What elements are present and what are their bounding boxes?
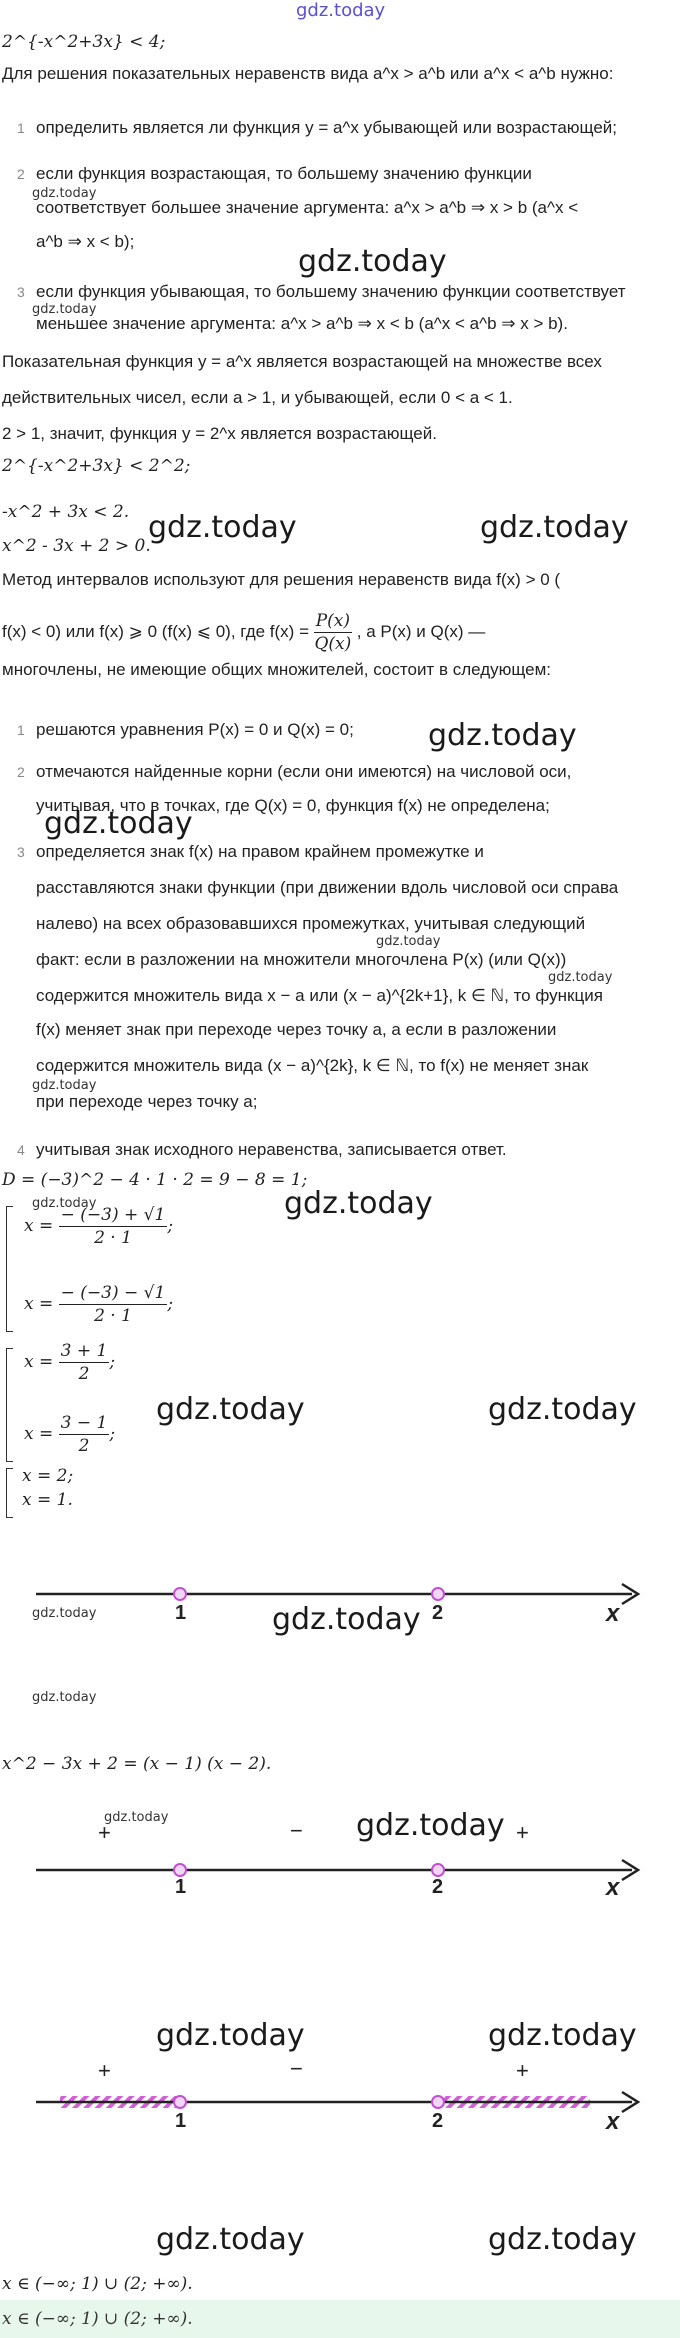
sign-plus-left: + <box>98 2058 111 2083</box>
watermark: gdz.today <box>480 510 629 545</box>
fraction-denominator: 2 <box>78 1436 90 1456</box>
point-open <box>174 2096 186 2108</box>
method-text <box>2 610 485 655</box>
rule-number: 2 <box>17 166 25 182</box>
watermark: gdz.today <box>356 1808 505 1843</box>
axis-label-1: 1 <box>175 1602 187 1624</box>
watermark: gdz.today <box>156 2222 305 2257</box>
x-equals: x = <box>24 1216 54 1236</box>
fraction-numerator: − (−3) + √1 <box>60 1205 166 1225</box>
math-step: 2^{-x^2+3x} < 2^2; <box>2 456 191 476</box>
watermark: gdz.today <box>488 2018 637 2053</box>
sign-plus-right: + <box>516 2058 529 2083</box>
fact-text: 2 > 1, значит, функция y = 2^x является возрастающей. <box>2 424 437 443</box>
method-text: многочлены, не имеющие общих множителей, состоит в следующем: <box>2 660 552 679</box>
axis-variable: x <box>606 2108 620 2135</box>
site-logo[interactable]: gdz.today <box>296 0 386 21</box>
answer-box <box>0 2300 680 2338</box>
watermark: gdz.today <box>148 510 297 545</box>
point-open <box>432 2096 444 2108</box>
number-line-signs <box>0 1846 680 1906</box>
semicolon: ; <box>167 1294 174 1314</box>
root-value: x = 1. <box>22 1490 73 1510</box>
watermark-small: gdz.today <box>32 1606 97 1621</box>
math-step: -x^2 + 3x < 2. <box>2 502 130 522</box>
math-step: x^2 - 3x + 2 > 0. <box>2 536 151 556</box>
point-open <box>174 1864 186 1876</box>
fraction-numerator: P(x) <box>315 611 351 631</box>
watermark: gdz.today <box>284 1186 433 1221</box>
step-text: содержится множитель вида (x − a)^{2k}, k ∈ ℕ, то f(x) не меняет знак <box>36 1056 589 1075</box>
x-equals: x = <box>24 1352 54 1372</box>
watermark-small: gdz.today <box>548 970 613 985</box>
step-text: факт: если в разложении на множители многочлена P(x) (или Q(x)) <box>36 950 567 969</box>
step-number: 1 <box>17 722 25 738</box>
x-equals: x = <box>24 1424 54 1444</box>
rule-text: если функция убывающая, то большему значению функции соответствует <box>36 282 626 301</box>
axis-label-2: 2 <box>432 2110 444 2132</box>
system-brace <box>6 1206 13 1332</box>
answer-text: x ∈ (−∞; 1) ∪ (2; +∞). <box>2 2309 193 2329</box>
watermark: gdz.today <box>488 2222 637 2257</box>
answer-plain: x ∈ (−∞; 1) ∪ (2; +∞). <box>2 2274 193 2294</box>
step-text: f(x) меняет знак при переходе через точку a, а если в разложении <box>36 1020 557 1039</box>
step-text: при переходе через точку a; <box>36 1092 258 1111</box>
rule-number: 3 <box>17 284 25 300</box>
fact-text: Показательная функция y = a^x является возрастающей на множестве всех <box>2 352 602 371</box>
root-expression <box>24 1282 173 1327</box>
fraction <box>59 1340 110 1385</box>
watermark: gdz.today <box>298 244 447 279</box>
axis-label-1: 1 <box>175 1876 187 1898</box>
intro-text: Для решения показательных неравенств вида a^x > a^b или a^x < a^b нужно: <box>2 64 614 83</box>
watermark-small: gdz.today <box>104 1810 169 1825</box>
axis-label-1: 1 <box>175 2110 187 2132</box>
watermark: gdz.today <box>488 1392 637 1427</box>
axis-variable: x <box>606 1600 620 1627</box>
sign-plus-right: + <box>516 1820 529 1845</box>
watermark: gdz.today <box>428 718 577 753</box>
fraction-denominator: 2 · 1 <box>94 1306 132 1326</box>
rule-text: меньшее значение аргумента: a^x > a^b ⇒ x < b (a^x < a^b ⇒ x > b). <box>36 314 568 333</box>
sign-plus-left: + <box>98 1820 111 1845</box>
fraction-numerator: 3 + 1 <box>60 1341 108 1361</box>
step-text: отмечаются найденные корни (если они имеются) на числовой оси, <box>36 762 572 781</box>
x-equals: x = <box>24 1294 54 1314</box>
watermark: gdz.today <box>156 1392 305 1427</box>
system-brace <box>6 1468 13 1518</box>
watermark-small: gdz.today <box>32 302 97 317</box>
step-number: 3 <box>17 844 25 860</box>
fraction-denominator: 2 · 1 <box>94 1228 132 1248</box>
point-open <box>432 1588 444 1600</box>
fraction-numerator: − (−3) − √1 <box>60 1283 166 1303</box>
watermark-small: gdz.today <box>32 1078 97 1093</box>
watermark-small: gdz.today <box>32 1690 97 1705</box>
watermark-small: gdz.today <box>32 186 97 201</box>
number-line-solution <box>0 2078 680 2138</box>
system-brace <box>6 1348 13 1462</box>
step-text: решаются уравнения P(x) = 0 и Q(x) = 0; <box>36 720 354 739</box>
sign-minus: − <box>290 1818 303 1843</box>
fraction-numerator: 3 − 1 <box>60 1413 108 1433</box>
rule-text: если функция возрастающая, то большему значению функции <box>36 164 532 183</box>
step-text: учитывая знак исходного неравенства, записывается ответ. <box>36 1140 507 1159</box>
factorization: x^2 − 3x + 2 = (x − 1) (x − 2). <box>2 1754 272 1774</box>
axis-label-2: 2 <box>432 1876 444 1898</box>
step-text: налево) на всех образовавшихся промежутках, учитывая следующий <box>36 914 586 933</box>
fraction <box>59 1282 168 1327</box>
watermark: gdz.today <box>272 1602 421 1637</box>
step-text: учитывая, что в точках, где Q(x) = 0, функция f(x) не определена; <box>36 796 550 815</box>
method-text-part: , а P(x) и Q(x) — <box>356 621 486 641</box>
fraction <box>314 610 352 655</box>
fraction <box>59 1412 110 1457</box>
watermark: gdz.today <box>156 2018 305 2053</box>
fact-text: действительных чисел, если a > 1, и убывающей, если 0 < a < 1. <box>2 388 513 407</box>
axis-label-2: 2 <box>432 1602 444 1624</box>
root-value: x = 2; <box>22 1466 74 1486</box>
semicolon: ; <box>167 1216 174 1236</box>
root-expression <box>24 1340 115 1385</box>
watermark-small: gdz.today <box>32 1196 97 1211</box>
step-number: 4 <box>17 1142 25 1158</box>
method-text-part: f(x) < 0) или f(x) ⩾ 0 (f(x) ⩽ 0), где f(x) = <box>2 621 309 641</box>
point-open <box>432 1864 444 1876</box>
discriminant: D = (−3)^2 − 4 · 1 · 2 = 9 − 8 = 1; <box>2 1170 308 1190</box>
rule-text: соответствует большее значение аргумента: a^x > a^b ⇒ x > b (a^x < <box>36 198 579 217</box>
rule-text: определить является ли функция y = a^x убывающей или возрастающей; <box>36 118 617 137</box>
watermark: gdz.today <box>44 806 193 841</box>
step-number: 2 <box>17 764 25 780</box>
semicolon: ; <box>109 1424 116 1444</box>
semicolon: ; <box>109 1352 116 1372</box>
watermark-small: gdz.today <box>376 934 441 949</box>
sign-minus: − <box>290 2056 303 2081</box>
fraction-denominator: Q(x) <box>314 634 352 654</box>
step-text: определяется знак f(x) на правом крайнем промежутке и <box>36 842 484 861</box>
step-text: расставляются знаки функции (при движении вдоль числовой оси справа <box>36 878 619 897</box>
root-expression <box>24 1412 115 1457</box>
rule-text: a^b ⇒ x < b); <box>36 232 135 251</box>
rule-number: 1 <box>17 120 25 136</box>
step-text: содержится множитель вида x − a или (x − a)^{2k+1}, k ∈ ℕ, то функция <box>36 986 603 1005</box>
axis-variable: x <box>606 1874 620 1901</box>
problem-statement: 2^{-x^2+3x} < 4; <box>2 32 166 52</box>
fraction-denominator: 2 <box>78 1364 90 1384</box>
method-text: Метод интервалов используют для решения неравенств вида f(x) > 0 ( <box>2 570 561 589</box>
point-open <box>174 1588 186 1600</box>
